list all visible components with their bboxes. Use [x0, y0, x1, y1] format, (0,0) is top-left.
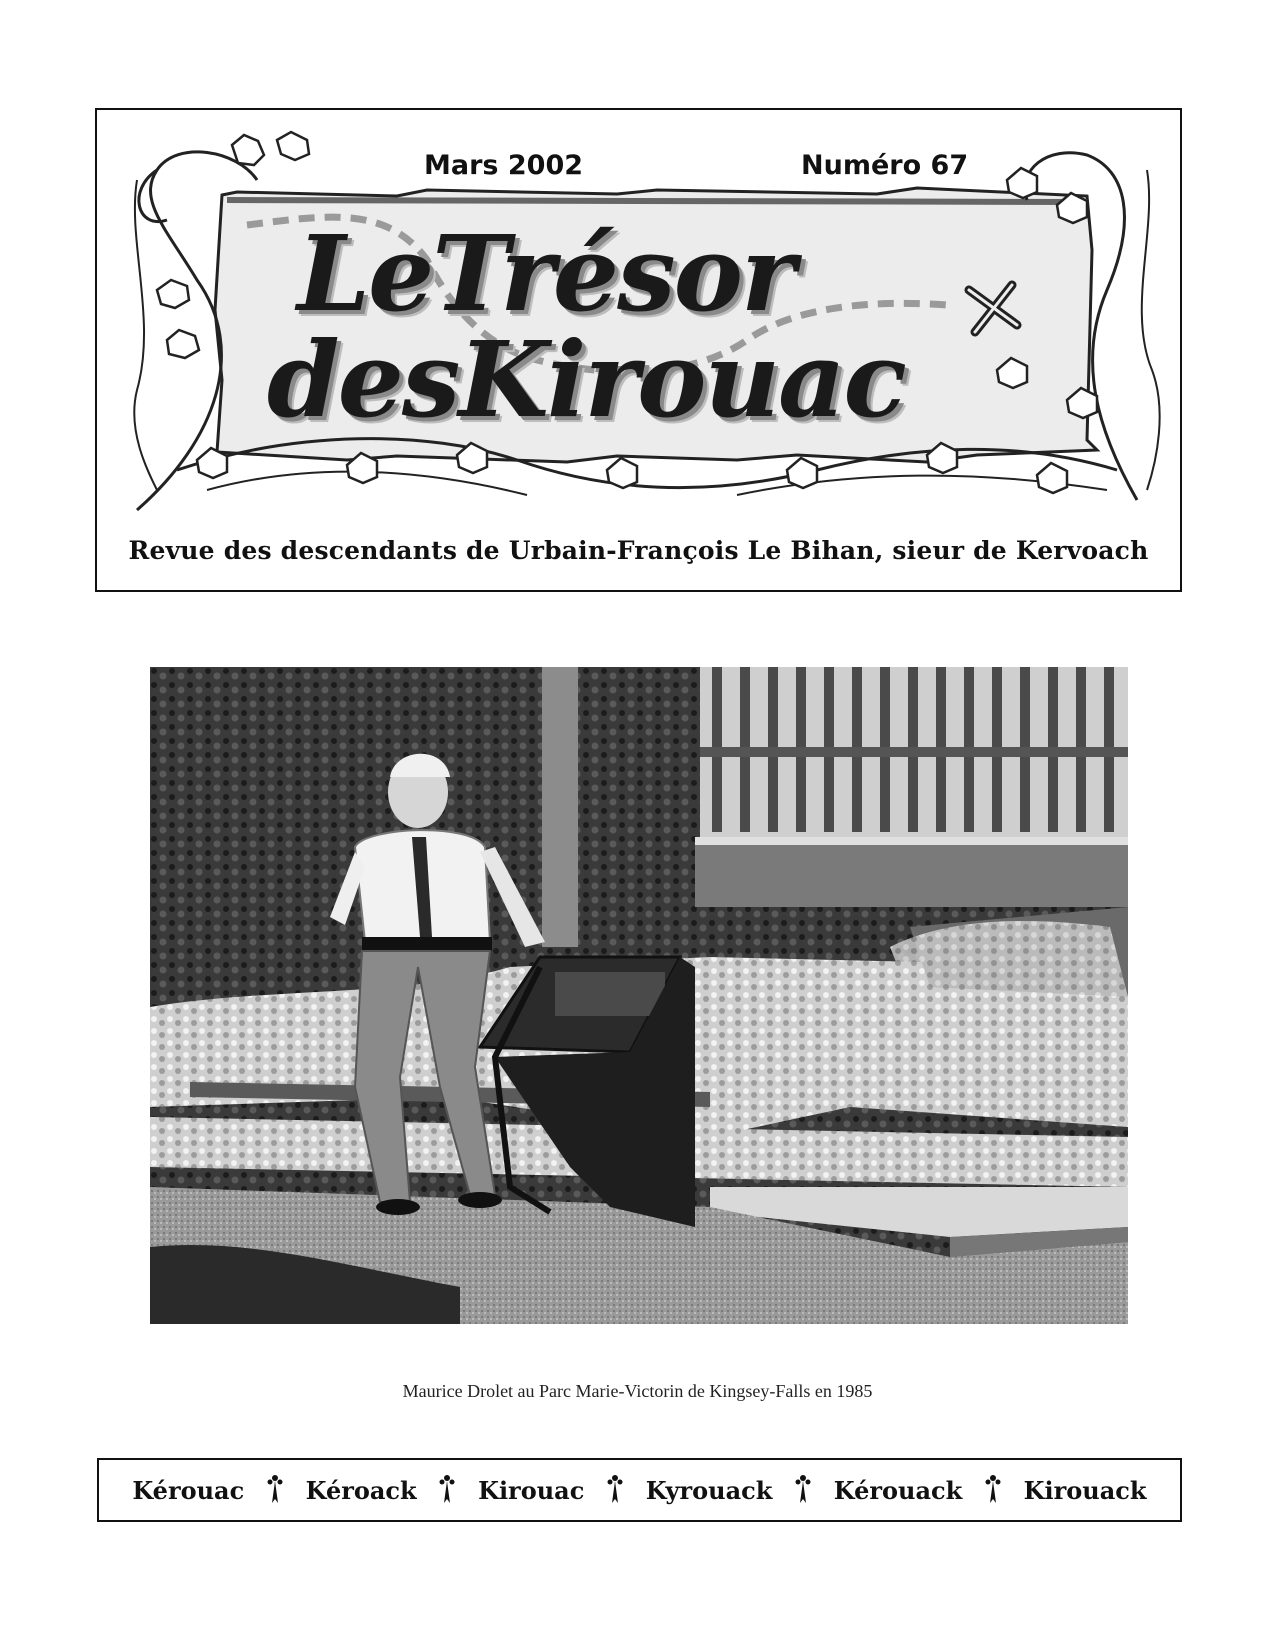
ermine-spot-icon — [439, 1473, 455, 1507]
ermine-spot-icon — [607, 1473, 623, 1507]
ermine-spot-icon — [267, 1473, 283, 1507]
family-name: Kéroack — [305, 1475, 417, 1505]
family-name: Kyrouack — [645, 1475, 773, 1505]
issue-number: Numéro 67 — [801, 150, 969, 181]
family-name: Kérouack — [833, 1475, 963, 1505]
photo-caption: Maurice Drolet au Parc Marie-Victorin de Kingsey-Falls en 1985 — [402, 1381, 873, 1401]
masthead-subtitle: Revue des descendants de Urbain-François Le Bihan, sieur de Kervoach — [128, 536, 1149, 565]
masthead-title-line2: desKirouac — [267, 318, 905, 441]
masthead-title-line1: LeTrésor — [297, 212, 794, 335]
ermine-spot-icon — [795, 1473, 811, 1507]
cover-photo — [150, 667, 1128, 1324]
family-names-band — [97, 1458, 1182, 1522]
issue-date: Mars 2002 — [424, 150, 584, 181]
ermine-spot-icon — [985, 1473, 1001, 1507]
masthead — [95, 108, 1182, 592]
family-name: Kirouac — [478, 1475, 585, 1505]
family-name: Kérouac — [132, 1475, 245, 1505]
family-name: Kirouack — [1023, 1475, 1147, 1505]
